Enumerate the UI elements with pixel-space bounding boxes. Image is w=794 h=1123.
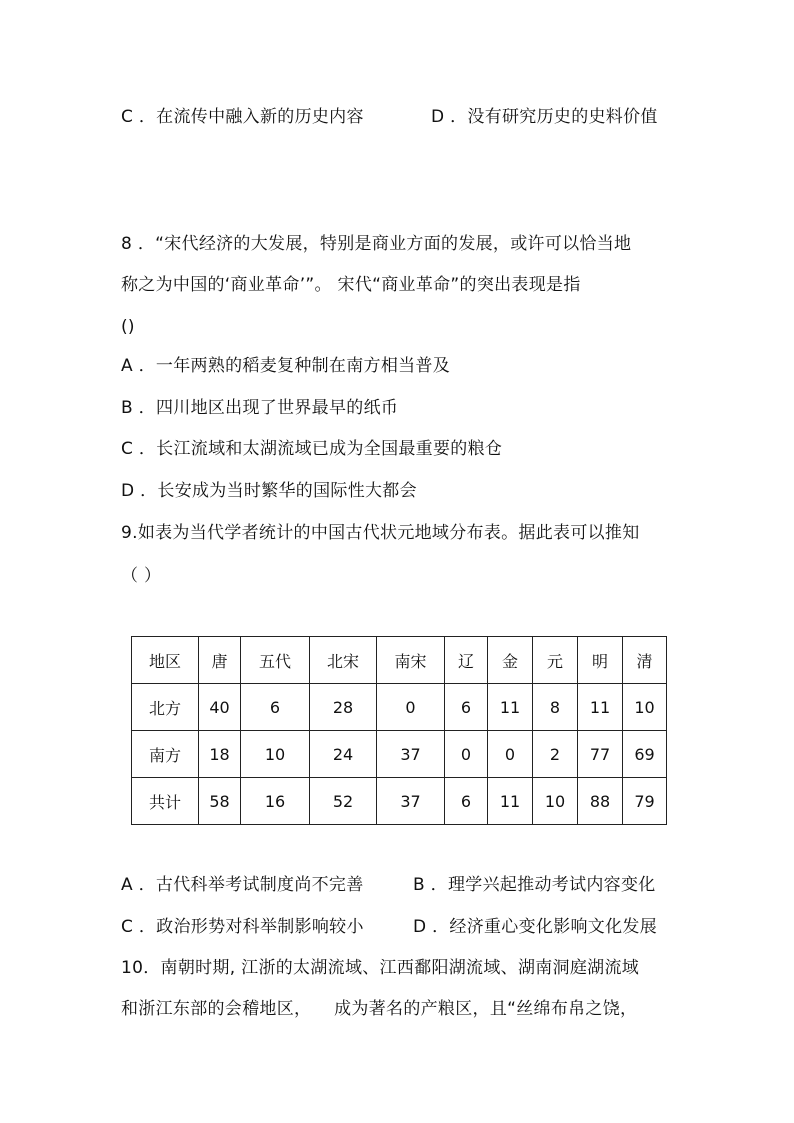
table-cell: 11 — [488, 778, 533, 825]
table-cell: 10 — [241, 731, 310, 778]
table-cell: 28 — [310, 684, 377, 731]
table-cell: 79 — [623, 778, 667, 825]
q7-option-d: D ．没有研究历史的史料价值 — [431, 107, 658, 127]
table-cell: 16 — [241, 778, 310, 825]
table-cell: 南方 — [132, 731, 199, 778]
table-header-cell: 明 — [578, 637, 623, 684]
table-cell: 共计 — [132, 778, 199, 825]
table-cell: 6 — [445, 684, 488, 731]
table-cell: 2 — [533, 731, 578, 778]
q10-stem-line2: 和浙江东部的会稽地区， 成为著名的产粮区，且“丝绵布帛之饶， — [121, 999, 638, 1019]
table-cell: 52 — [310, 778, 377, 825]
table-header-cell: 五代 — [241, 637, 310, 684]
q9-option-d: D ．经济重心变化影响文化发展 — [413, 917, 657, 937]
table-row — [132, 684, 667, 731]
q8-option-b: B ．四川地区出现了世界最早的纸币 — [121, 398, 399, 418]
table-cell: 18 — [199, 731, 241, 778]
table-cell: 10 — [623, 684, 667, 731]
q8-stem-line1: 8 ．“宋代经济的大发展，特别是商业方面的发展，或许可以恰当地 — [121, 234, 632, 254]
table-cell: 69 — [623, 731, 667, 778]
table-header-cell: 金 — [488, 637, 533, 684]
q7-option-c: C ．在流传中融入新的历史内容 — [121, 107, 364, 127]
table-cell: 0 — [445, 731, 488, 778]
table-header-cell: 唐 — [199, 637, 241, 684]
table-cell: 37 — [377, 731, 445, 778]
table-cell: 37 — [377, 778, 445, 825]
zhuangyuan-distribution-table — [131, 636, 667, 825]
table-cell: 10 — [533, 778, 578, 825]
table-header-cell: 地区 — [132, 637, 199, 684]
table-row — [132, 731, 667, 778]
q9-answer-blank: （ ） — [121, 566, 162, 586]
q8-option-a: A ．一年两熟的稻麦复种制在南方相当普及 — [121, 356, 451, 376]
table-cell: 6 — [241, 684, 310, 731]
table-header-cell: 元 — [533, 637, 578, 684]
table-cell: 77 — [578, 731, 623, 778]
q10-stem-line1: 10．南朝时期, 江浙的太湖流域、江西鄱阳湖流域、湖南洞庭湖流域 — [121, 958, 640, 978]
table-cell: 0 — [377, 684, 445, 731]
table-cell: 88 — [578, 778, 623, 825]
q9-option-c: C ．政治形势对科举制影响较小 — [121, 917, 364, 937]
table-cell: 40 — [199, 684, 241, 731]
q8-answer-blank: () — [121, 317, 135, 337]
q9-stem-line1: 9.如表为当代学者统计的中国古代状元地域分布表。据此表可以推知 — [121, 523, 640, 543]
table-cell: 8 — [533, 684, 578, 731]
table-cell: 北方 — [132, 684, 199, 731]
q9-option-b: B ．理学兴起推动考试内容变化 — [413, 875, 656, 895]
table-header-cell: 北宋 — [310, 637, 377, 684]
table-header-row — [132, 637, 667, 684]
table-cell: 24 — [310, 731, 377, 778]
table-cell: 0 — [488, 731, 533, 778]
table-cell: 6 — [445, 778, 488, 825]
table-header-cell: 辽 — [445, 637, 488, 684]
table-cell: 11 — [578, 684, 623, 731]
q9-option-a: A ．古代科举考试制度尚不完善 — [121, 875, 364, 895]
q8-option-d: D ．长安成为当时繁华的国际性大都会 — [121, 481, 417, 501]
table-header-cell: 南宋 — [377, 637, 445, 684]
table-cell: 58 — [199, 778, 241, 825]
table-row — [132, 778, 667, 825]
table-header-cell: 清 — [623, 637, 667, 684]
q8-option-c: C ．长江流域和太湖流域已成为全国最重要的粮仓 — [121, 439, 503, 459]
q8-stem-line2: 称之为中国的‘商业革命’”。 宋代“商业革命”的突出表现是指 — [121, 275, 581, 295]
table-cell: 11 — [488, 684, 533, 731]
